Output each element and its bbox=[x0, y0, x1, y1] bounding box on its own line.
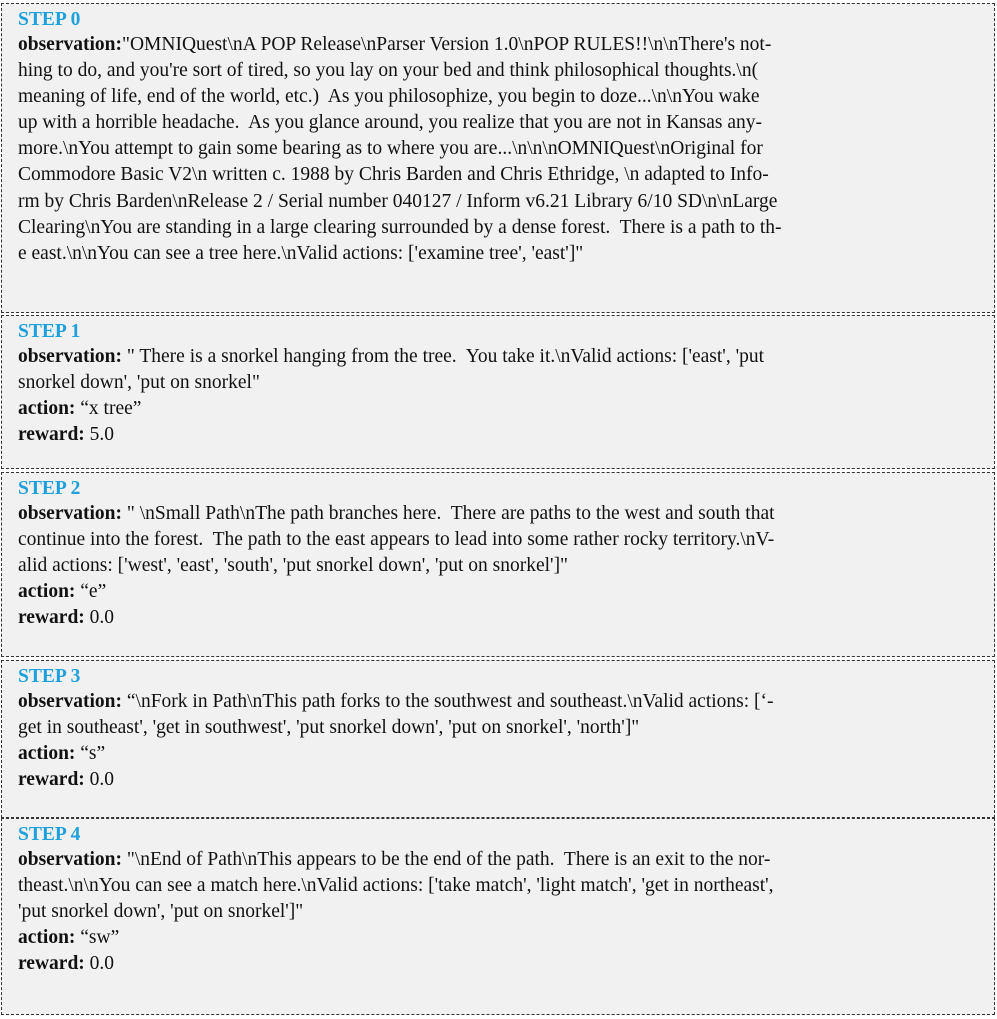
observation-line bbox=[18, 501, 984, 527]
observation-label: observation: bbox=[18, 691, 122, 712]
observation-line: rm by Chris Barden\nRelease 2 / Serial number 040127 / Inform v6.21 Library 6/10 SD\n\nLarge bbox=[18, 190, 778, 212]
step-0-panel bbox=[1, 3, 995, 313]
observation-text: "\nEnd of Path\nThis appears to be the end of the path. There is an exit to the nor- bbox=[122, 849, 771, 870]
action-value: “e” bbox=[75, 581, 107, 603]
reward-label: reward: bbox=[18, 424, 85, 446]
observation-label: observation: bbox=[18, 34, 122, 55]
observation-line bbox=[18, 689, 984, 715]
action-label: action: bbox=[18, 927, 76, 949]
observation-line: more.\nYou attempt to gain some bearing as to where you are...\n\n\nOMNIQuest\nOriginal for bbox=[18, 138, 763, 160]
action-label: action: bbox=[18, 581, 76, 603]
reward-line bbox=[18, 767, 984, 793]
step-title: STEP 1 bbox=[18, 321, 81, 342]
reward-label: reward: bbox=[18, 953, 85, 975]
action-label: action: bbox=[18, 398, 76, 420]
observation-line bbox=[18, 344, 984, 370]
observation-line: e east.\n\nYou can see a tree here.\nValid actions: ['examine tree', 'east']" bbox=[18, 242, 584, 264]
step-1-panel bbox=[1, 315, 995, 469]
observation-label: observation: bbox=[18, 849, 122, 870]
action-value: “x tree” bbox=[75, 398, 142, 420]
observation-label: observation: bbox=[18, 503, 122, 524]
action-line bbox=[18, 396, 984, 422]
observation-text: "OMNIQuest\nA POP Release\nParser Version 1.0\nPOP RULES!!\n\nThere's not- bbox=[122, 34, 772, 55]
action-line bbox=[18, 741, 984, 767]
action-label: action: bbox=[18, 743, 76, 765]
action-value: “s” bbox=[75, 743, 106, 765]
step-4-panel bbox=[1, 818, 995, 1015]
step-title: STEP 0 bbox=[18, 9, 81, 30]
observation-line: hing to do, and you're sort of tired, so you lay on your bed and think philosophical thoughts.\n( bbox=[18, 60, 759, 82]
observation-line: snorkel down', 'put on snorkel" bbox=[18, 372, 260, 394]
reward-label: reward: bbox=[18, 607, 85, 629]
step-title: STEP 4 bbox=[18, 824, 81, 845]
observation-text: " \nSmall Path\nThe path branches here. There are paths to the west and south that bbox=[122, 503, 775, 524]
step-title: STEP 2 bbox=[18, 478, 81, 499]
action-line bbox=[18, 579, 984, 605]
observation-line bbox=[18, 32, 984, 58]
reward-value: 0.0 bbox=[84, 953, 115, 975]
reward-line bbox=[18, 605, 984, 631]
observation-line: Commodore Basic V2\n written c. 1988 by Chris Barden and Chris Ethridge, \n adapted to Info- bbox=[18, 164, 769, 186]
reward-line bbox=[18, 951, 984, 977]
reward-value: 0.0 bbox=[84, 607, 115, 629]
observation-line bbox=[18, 847, 984, 873]
observation-label: observation: bbox=[18, 346, 122, 367]
reward-label: reward: bbox=[18, 769, 85, 791]
reward-line bbox=[18, 422, 984, 448]
observation-line: meaning of life, end of the world, etc.) As you philosophize, you begin to doze...\n\nYou wake bbox=[18, 86, 760, 108]
observation-line: get in southeast', 'get in southwest', 'put snorkel down', 'put on snorkel', 'north']" bbox=[18, 717, 640, 739]
reward-value: 5.0 bbox=[84, 424, 115, 446]
observation-line: up with a horrible headache. As you glance around, you realize that you are not in Kansas any- bbox=[18, 112, 762, 134]
observation-line: theast.\n\nYou can see a match here.\nValid actions: ['take match', 'light match', 'get in northeast', bbox=[18, 875, 774, 897]
observation-line: alid actions: ['west', 'east', 'south', 'put snorkel down', 'put on snorkel']" bbox=[18, 555, 569, 577]
reward-value: 0.0 bbox=[84, 769, 115, 791]
action-value: “sw” bbox=[75, 927, 120, 949]
action-line bbox=[18, 925, 984, 951]
observation-line: continue into the forest. The path to the east appears to lead into some rather rocky territory.\nV- bbox=[18, 529, 775, 551]
observation-line: 'put snorkel down', 'put on snorkel']" bbox=[18, 901, 304, 923]
observation-text: " There is a snorkel hanging from the tree. You take it.\nValid actions: ['east', 'put bbox=[122, 346, 765, 367]
observation-line: Clearing\nYou are standing in a large clearing surrounded by a dense forest. There is a path to th- bbox=[18, 216, 782, 238]
observation-text: “\nFork in Path\nThis path forks to the southwest and southeast.\nValid actions: [‘- bbox=[122, 691, 774, 712]
step-3-panel bbox=[1, 660, 995, 818]
step-2-panel bbox=[1, 472, 995, 657]
step-title: STEP 3 bbox=[18, 666, 81, 687]
